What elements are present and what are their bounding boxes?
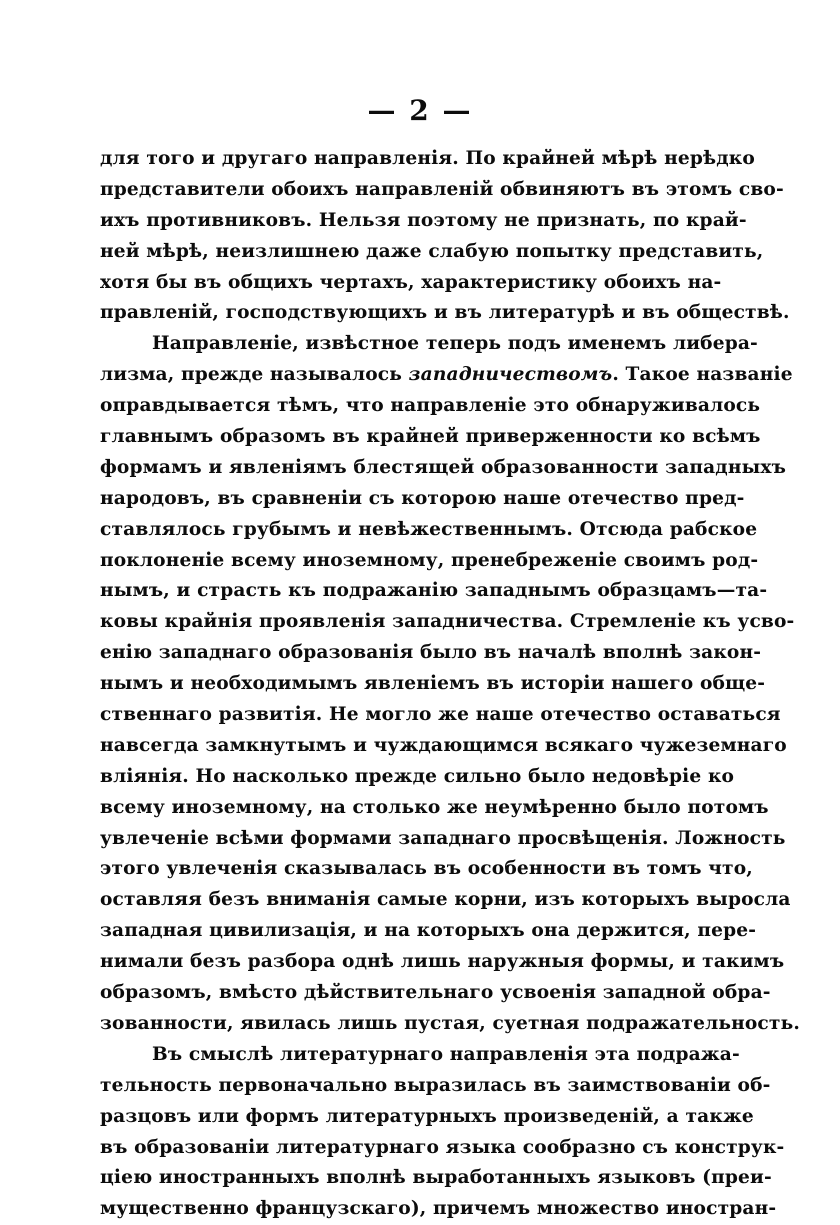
text-line: въ образованіи литературнаго языка сообразно съ конструк- (100, 1136, 785, 1158)
text-line: нымъ и необходимымъ явленіемъ въ исторіи нашего обще- (100, 673, 766, 695)
text-line: оправдывается тѣмъ, что направленіе это обнаруживалось (100, 395, 761, 417)
text-run: лизма, прежде называлось (100, 364, 409, 386)
text-line: ихъ противниковъ. Нельзя поэтому не признать, по край- (100, 209, 747, 231)
text-line: увлеченіе всѣми формами западнаго просвѣщенія. Ложность (100, 827, 786, 849)
text-line: ставлялось грубымъ и невѣжественнымъ. Отсюда рабское (100, 518, 758, 540)
text-line: главнымъ образомъ въ крайней приверженности ко всѣмъ (100, 426, 761, 448)
text-line: хотя бы въ общихъ чертахъ, характеристику обоихъ на- (100, 271, 722, 293)
text-line: оставляя безъ вниманія самые корни, изъ которыхъ выросла (100, 889, 791, 911)
text-line: мущественно французскаго), причемъ множество иностран- (100, 1198, 777, 1220)
text-line: формамъ и явленіямъ блестящей образованности западныхъ (100, 456, 787, 478)
text-line: представители обоихъ направленій обвиняютъ въ этомъ сво- (100, 178, 784, 200)
text-line: навсегда замкнутымъ и чуждающимся всякаго чужеземнаго (100, 734, 787, 756)
text-line: западная цивилизація, и на которыхъ она держится, пере- (100, 920, 757, 942)
text-line: поклоненіе всему иноземному, пренебреженіе своимъ род- (100, 549, 759, 571)
text-line: для того и другаго направленія. По крайней мѣрѣ нерѣдко (100, 148, 755, 169)
text-line: вліянія. Но насколько прежде сильно было недовѣріе ко (100, 765, 735, 787)
text-line: народовъ, въ сравненіи съ которою наше отечество пред- (100, 487, 745, 509)
text-line: енію западнаго образованія было въ началѣ вполнѣ закон- (100, 642, 762, 664)
text-line: ковы крайнія проявленія западничества. Стремленіе къ усво- (100, 611, 795, 633)
text-line: ственнаго развитія. Не могло же наше отечество оставаться (100, 704, 781, 726)
text-line: правленій, господствующихъ и въ литературѣ и въ обществѣ. (100, 302, 790, 324)
body-text (100, 144, 800, 1225)
text-line: всему иноземному, на столько же неумѣренно было потомъ (100, 796, 769, 818)
italic-term: западничествомъ (408, 364, 613, 386)
text-line: нымъ, и страсть къ подражанію западнымъ образцамъ—та- (100, 580, 768, 602)
text-line: Въ смыслѣ литературнаго направленія эта подража- (152, 1043, 740, 1065)
text-run: . Такое названіе (612, 364, 793, 386)
text-line: зованности, явилась лишь пустая, суетная подражательность. (100, 1012, 800, 1034)
text-line: ней мѣрѣ, неизлишнею даже слабую попытку представить, (100, 240, 764, 262)
text-line: Направленіе, извѣстное теперь подъ именемъ либера- (152, 333, 758, 355)
text-line: образомъ, вмѣсто дѣйствительнаго усвоенія западной обра- (100, 982, 771, 1004)
text-line: ціею иностранныхъ вполнѣ выработанныхъ языковъ (преи- (100, 1167, 772, 1189)
text-line: тельность первоначально выразилась въ заимствованіи об- (100, 1074, 771, 1096)
page-number: — 2 — (367, 94, 473, 127)
text-line (100, 360, 793, 391)
text-line: нимали безъ разбора однѣ лишь наружныя формы, и такимъ (100, 951, 785, 973)
text-line: этого увлеченія сказывалась въ особенности въ томъ что, (100, 858, 753, 880)
text-line: разцовъ или формъ литературныхъ произведеній, а также (100, 1105, 754, 1127)
